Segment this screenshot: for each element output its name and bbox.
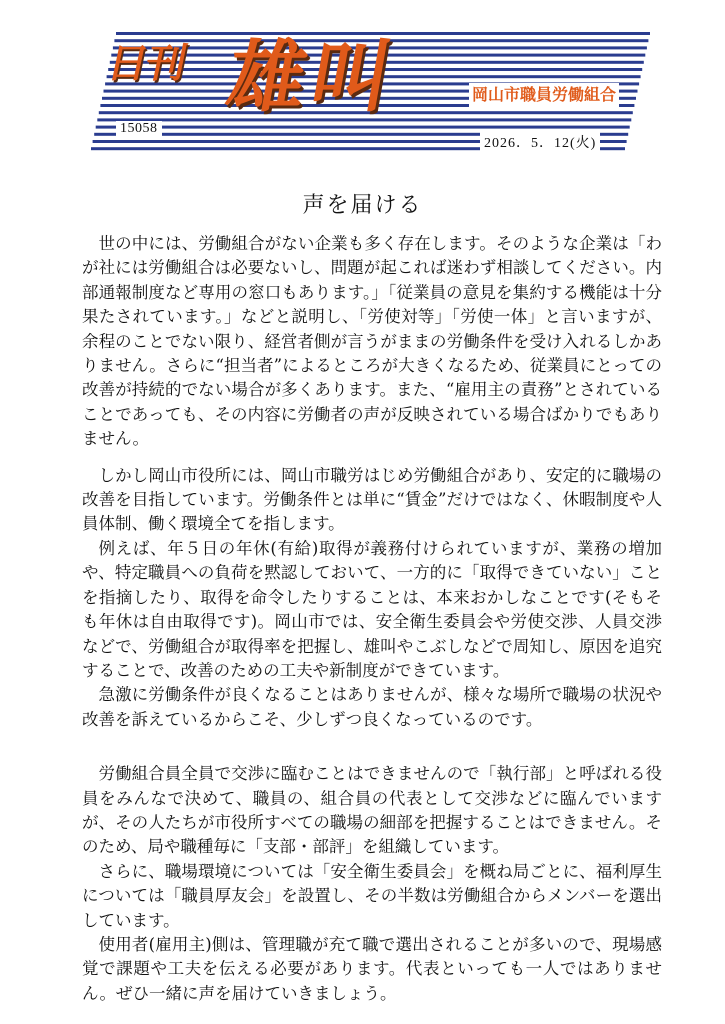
masthead-stripe <box>96 126 630 129</box>
paragraph: 世の中には、労働組合がない企業も多く存在します。そのような企業は「わが社には労働組合は必要ないし、問題が起これば迷わず相談してください。内部通報制度など専用の窓口もあります。」「従業員の意見を集約する機能は十分果たされています。」などと説明し、「労使対等」「労使一体」と言いますが、余程のことでない限り、経営者側が言うがままの労働条件を受け入れるしかありません。さらに“担当者”によるところが大きくなるため、従業員にとっての改善が持続的でない場合が多くあります。また、“雇用主の責務”とされていることであっても、その内容に労働者の声が反映されている場合ばかりでもありません。 <box>82 234 662 449</box>
masthead-nikkan: 日刊 <box>103 41 189 87</box>
issue-number: 15058 <box>116 121 162 137</box>
paragraph: さらに、職場環境については「安全衛生委員会」を概ね局ごとに、福利厚生については「職員厚友会」を設置し、その半数は労働組合からメンバーを選出しています。 <box>82 861 662 930</box>
issue-date: 2026．5．12(火) <box>480 132 600 152</box>
article-title: 声を届ける <box>302 193 423 218</box>
masthead <box>0 0 725 180</box>
paragraph: しかし岡山市役所には、岡山市職労はじめ労働組合があり、安定的に職場の改善を目指しています。労働条件とは単に“賃金”だけではなく、休暇制度や人員体制、働く環境全てを指します。 <box>82 465 662 534</box>
paragraph: 例えば、年５日の年休(有給)取得が義務付けられていますが、業務の増加や、特定職員への負荷を黙認しておいて、一方的に「取得できていない」ことを指摘したり、取得を命令したりすることは、本来おかしなことです(そもそも年休は自由取得です)。岡山市では、安全衛生委員会や労使交渉、人員交渉などで、労働組合が取得率を把握し、雄叫やこぶしなどで周知し、原因を追究することで、改善のための工夫や新制度ができています。 <box>82 538 662 680</box>
paragraph: 使用者(雇用主)側は、管理職が充て職で選出されることが多いので、現場感覚で課題や工夫を伝える必要があります。代表といっても一人ではありません。ぜひ一緒に声を届けていきましょう。 <box>82 934 662 1003</box>
paragraph: 急激に労働条件が良くなることはありませんが、様々な場所で職場の状況や改善を訴えているからこそ、少しずつ良くなっているのです。 <box>82 685 662 729</box>
union-name: 岡山市職員労働組合 <box>469 83 619 107</box>
paragraph: 労働組合員全員で交渉に臨むことはできませんので「執行部」と呼ばれる役員をみんなで決めて、職員の、組合員の代表として交渉などに臨んでいますが、その人たちが市役所すべての職場の細部を把握することはできません。そのため、局や職種毎に「支部・部評」を組織しています。 <box>82 764 662 857</box>
masthead-title: 雄叫 <box>220 33 404 123</box>
article-body <box>82 232 662 1006</box>
